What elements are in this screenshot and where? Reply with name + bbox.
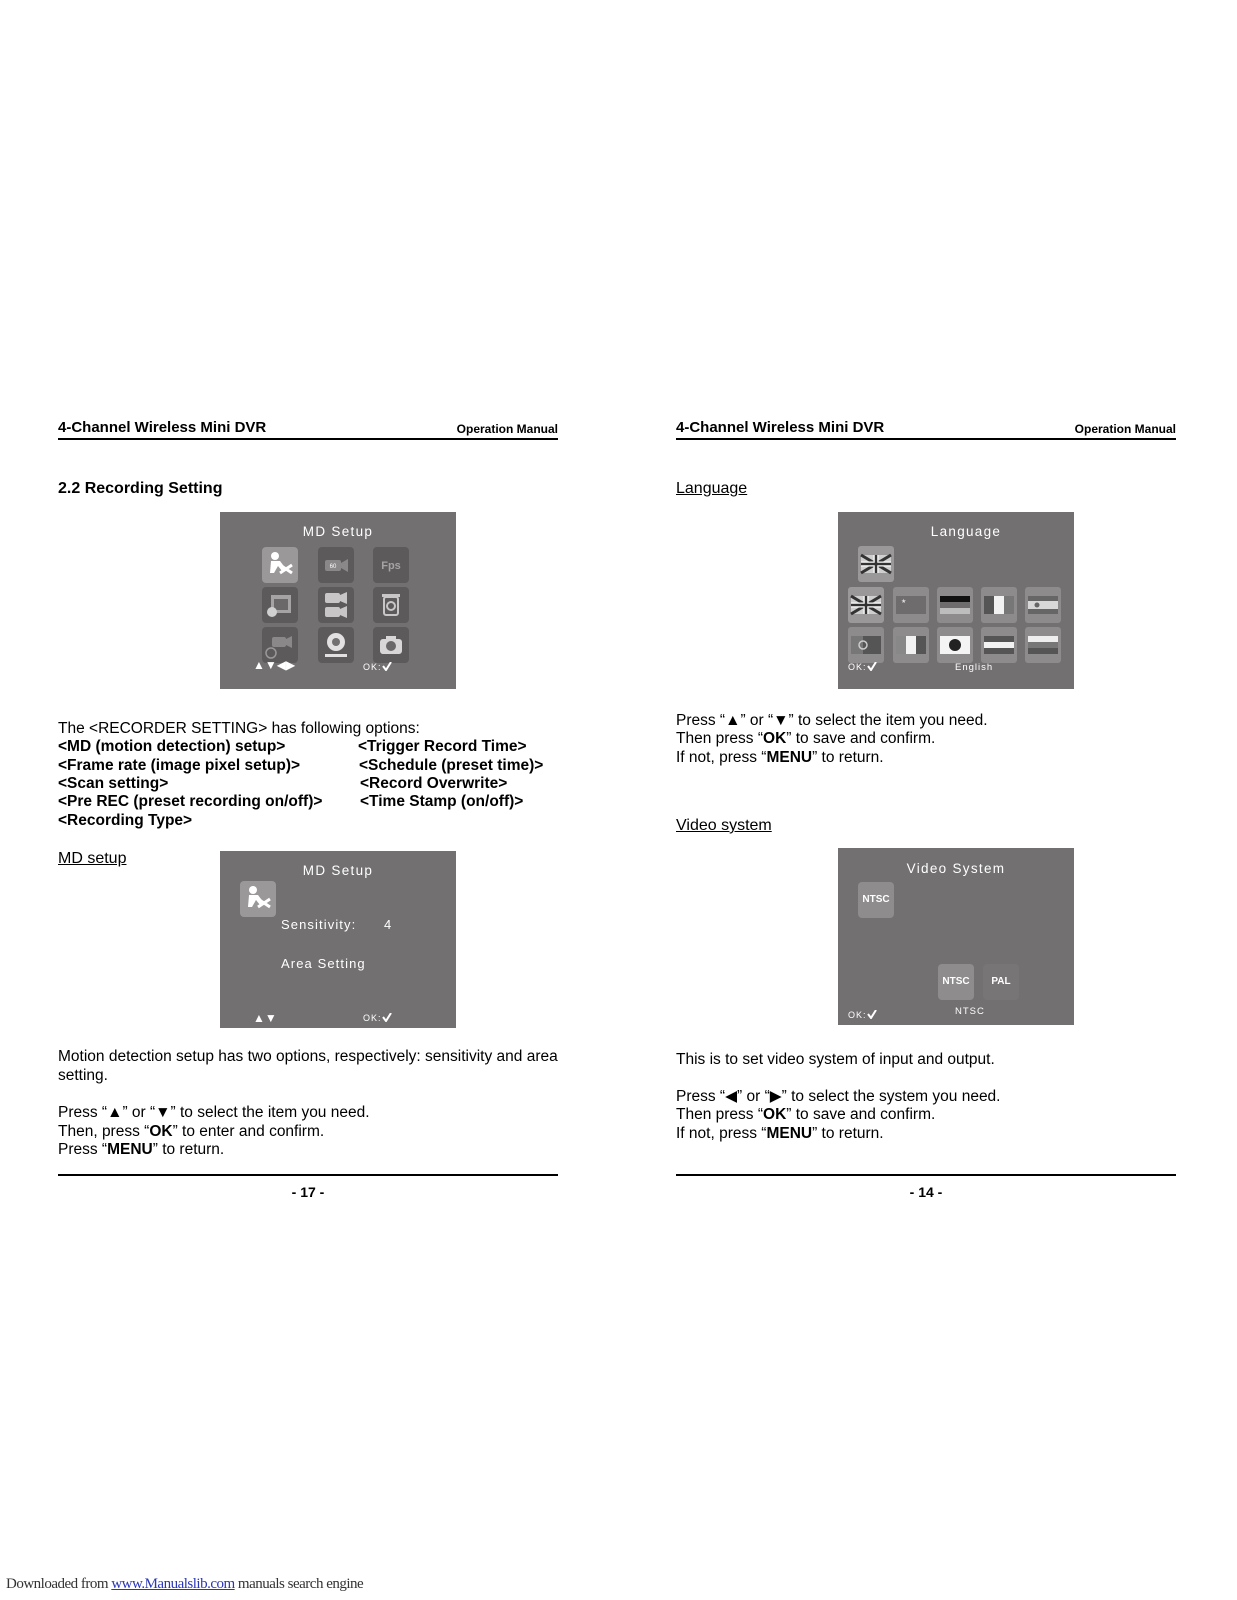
sensitivity-value: 4 [384, 917, 393, 932]
pal-option[interactable]: PAL [983, 964, 1019, 1000]
option-trigger-record-time: <Trigger Record Time> [358, 738, 527, 755]
language-instruction-return: If not, press “MENU” to return. [676, 749, 884, 766]
option-recording-type: <Recording Type> [58, 812, 193, 829]
page-number: - 17 - [291, 1184, 325, 1200]
screen-title: Language [930, 524, 1002, 539]
video-system-label: Video system [676, 817, 772, 834]
option-schedule: <Schedule (preset time)> [359, 757, 544, 774]
video-instruction-return: If not, press “MENU” to return. [676, 1125, 884, 1142]
footer-suffix: manuals search engine [234, 1576, 364, 1592]
flag-france-icon[interactable] [981, 587, 1017, 623]
nav-arrows: ▲▼◀▶ [253, 658, 296, 672]
footer-rule [58, 1174, 558, 1176]
ok-hint: OK: [848, 1010, 877, 1020]
selected-system: NTSC [955, 1006, 985, 1017]
section-title: 2.2 Recording Setting [58, 480, 223, 497]
video-intro: This is to set video system of input and output. [676, 1051, 995, 1068]
header-rule [58, 438, 558, 440]
header-title: 4-Channel Wireless Mini DVR [676, 419, 885, 436]
flag-netherlands-icon[interactable] [981, 627, 1017, 663]
area-setting-label: Area Setting [281, 956, 366, 971]
ok-hint: OK: [363, 662, 392, 672]
sensitivity-label: Sensitivity: [281, 917, 357, 932]
flag-english-icon[interactable] [848, 587, 884, 623]
video-instruction-select: Press “◀” or “▶” to select the system you need. [676, 1088, 1001, 1105]
manualslib-link[interactable]: www.Manualslib.com [111, 1576, 235, 1592]
ok-hint: OK: [848, 662, 877, 672]
download-footer [6, 1576, 363, 1593]
header-title: 4-Channel Wireless Mini DVR [58, 419, 267, 436]
flag-spain-icon[interactable] [1025, 587, 1061, 623]
svg-text:60: 60 [329, 564, 337, 570]
left-page [58, 0, 558, 1600]
svg-text:Fps: Fps [381, 560, 401, 572]
option-md-setup: <MD (motion detection) setup> [58, 738, 286, 755]
check-icon [382, 662, 392, 671]
option-pre-rec: <Pre REC (preset recording on/off)> [58, 793, 323, 810]
flag-russia-icon[interactable] [1025, 627, 1061, 663]
language-instruction-confirm: Then press “OK” to save and confirm. [676, 730, 936, 747]
screen-title: MD Setup [302, 863, 374, 878]
screen-title: Video System [906, 861, 1006, 876]
svg-text:★: ★ [901, 598, 907, 605]
page-number: - 14 - [909, 1184, 943, 1200]
check-icon [867, 1010, 877, 1019]
current-system-ntsc-icon: NTSC [858, 882, 894, 918]
trigger-record-icon [318, 547, 354, 583]
video-system-screen [838, 848, 1074, 1025]
recording-type-icon [373, 627, 409, 663]
ntsc-option[interactable]: NTSC [938, 964, 974, 1000]
footer-prefix: Downloaded from [6, 1576, 112, 1592]
flag-germany-icon[interactable] [937, 587, 973, 623]
nav-arrows: ▲▼ [253, 1011, 277, 1025]
flag-italy-icon[interactable] [893, 627, 929, 663]
video-instruction-confirm: Then press “OK” to save and confirm. [676, 1106, 936, 1123]
right-page [676, 0, 1176, 1600]
flag-japan-icon[interactable] [937, 627, 973, 663]
footer-rule [676, 1174, 1176, 1176]
check-icon [382, 1013, 392, 1022]
motion-detection-icon [240, 881, 276, 917]
header-manual: Operation Manual [1074, 422, 1176, 436]
time-stamp-icon [318, 627, 354, 663]
flag-china-icon[interactable] [893, 587, 929, 623]
option-scan-setting: <Scan setting> [58, 775, 169, 792]
check-icon [867, 662, 877, 671]
option-frame-rate: <Frame rate (image pixel setup)> [58, 757, 301, 774]
md-description: Motion detection setup has two options, respectively: sensitivity and area setting. [58, 1048, 558, 1084]
language-label: Language [676, 480, 748, 497]
md-setup-menu-screen [220, 512, 456, 689]
intro-text: The <RECORDER SETTING> has following options: [58, 720, 420, 737]
header-rule [676, 438, 1176, 440]
header-manual: Operation Manual [456, 422, 558, 436]
motion-detection-icon [262, 547, 298, 583]
selected-language: English [955, 662, 994, 673]
instruction-select: Press “▲” or “▼” to select the item you need. [58, 1104, 370, 1121]
md-setup-detail-screen [220, 851, 456, 1028]
schedule-icon [262, 587, 298, 623]
screen-title: MD Setup [302, 524, 374, 539]
instruction-confirm: Then, press “OK” to enter and confirm. [58, 1123, 325, 1140]
option-record-overwrite: <Record Overwrite> [360, 775, 508, 792]
ok-hint: OK: [363, 1013, 392, 1023]
uk-flag-icon [858, 546, 894, 582]
language-instruction-select: Press “▲” or “▼” to select the item you need. [676, 712, 988, 729]
instruction-return: Press “MENU” to return. [58, 1141, 225, 1158]
scan-setting-icon [318, 587, 354, 623]
flag-portugal-icon[interactable] [848, 627, 884, 663]
fps-icon [373, 547, 409, 583]
record-overwrite-icon [373, 587, 409, 623]
option-time-stamp: <Time Stamp (on/off)> [360, 793, 524, 810]
language-screen [838, 512, 1074, 689]
md-setup-label: MD setup [58, 850, 127, 867]
